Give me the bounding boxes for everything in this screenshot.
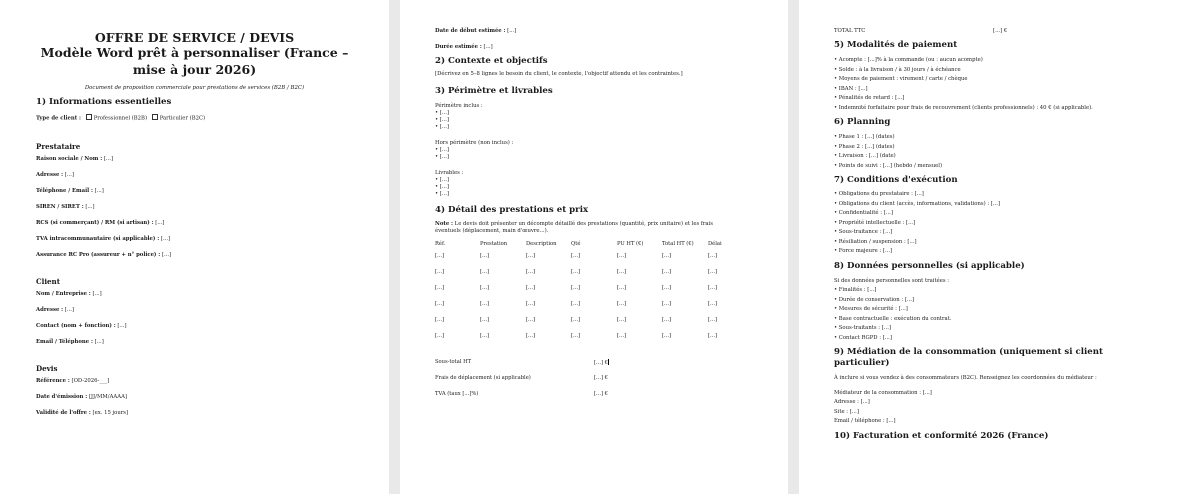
field-value[interactable]: [...] bbox=[94, 338, 104, 345]
list-item: • Phase 2 : [...] (dates) bbox=[834, 143, 895, 150]
list-item: • Contact RGPD : [...] bbox=[834, 334, 892, 341]
devis-fields bbox=[36, 378, 353, 426]
column-header: Description bbox=[526, 241, 557, 247]
client-fields bbox=[36, 291, 353, 355]
field-label: Adresse : bbox=[36, 171, 64, 178]
totals-label: Frais de déplacement (si applicable) bbox=[435, 375, 531, 381]
checkbox-individual-icon[interactable] bbox=[152, 114, 158, 120]
list-item[interactable]: • [...] bbox=[435, 191, 449, 197]
table-cell[interactable]: [...] bbox=[708, 253, 717, 259]
table-cell[interactable]: [...] bbox=[480, 317, 489, 323]
field-value[interactable]: [...] bbox=[155, 219, 165, 226]
field-row bbox=[36, 378, 353, 394]
table-cell[interactable]: [...] bbox=[526, 269, 535, 275]
document-subtitle-line-2: mise à jour 2026) bbox=[132, 61, 257, 77]
field-label: Nom / Entreprise : bbox=[36, 290, 91, 297]
text-cursor bbox=[608, 359, 609, 365]
table-row bbox=[435, 317, 748, 333]
table-cell[interactable]: [...] bbox=[480, 301, 489, 307]
field-value[interactable]: [...] bbox=[85, 203, 95, 210]
table-cell[interactable]: [...] bbox=[617, 301, 626, 307]
totals-label: TVA (taux [...]%) bbox=[435, 391, 479, 397]
list-item: • Force majeure : [...] bbox=[834, 248, 893, 254]
field-row bbox=[36, 394, 353, 410]
field-row bbox=[36, 307, 353, 323]
table-cell[interactable]: [...] bbox=[526, 285, 535, 291]
document-page-1 bbox=[0, 0, 389, 494]
document-subtitle-line-1: Modèle Word prêt à personnaliser (France – bbox=[40, 45, 349, 60]
field-value[interactable]: [...] bbox=[117, 322, 127, 329]
table-cell[interactable]: [...] bbox=[571, 253, 580, 259]
table-cell[interactable]: [...] bbox=[480, 269, 489, 275]
field-label: Email / Téléphone : bbox=[36, 338, 93, 345]
section-5-list bbox=[834, 56, 1158, 113]
list-item[interactable]: • [...] bbox=[435, 184, 449, 190]
client-type-label: Type de client : bbox=[36, 115, 81, 122]
list-item: • Mesures de sécurité : [...] bbox=[834, 306, 908, 312]
table-row bbox=[435, 333, 748, 349]
table-cell[interactable]: [...] bbox=[662, 301, 671, 307]
table-row bbox=[435, 269, 748, 285]
table-cell[interactable]: [...] bbox=[708, 317, 717, 323]
table-cell[interactable]: [...] bbox=[435, 301, 444, 307]
list-item: • Obligations du prestataire : [...] bbox=[834, 191, 924, 197]
table-cell[interactable]: [...] bbox=[708, 333, 717, 339]
table-cell[interactable]: [...] bbox=[617, 285, 626, 291]
list-item: • Résiliation / suspension : [...] bbox=[834, 238, 917, 245]
section-1-heading: 1) Informations essentielles bbox=[36, 97, 172, 107]
field-label: Validité de l'offre : bbox=[36, 409, 91, 416]
list-item: • Base contractuelle : exécution du contrat. bbox=[834, 315, 952, 322]
list-item: • Propriété intellectuelle : [...] bbox=[834, 219, 916, 226]
table-cell[interactable]: [...] bbox=[662, 253, 671, 259]
totals-row bbox=[435, 359, 609, 375]
perimetre-inclus bbox=[435, 103, 753, 131]
field-value[interactable]: [...] bbox=[483, 44, 493, 50]
list-item: • Moyens de paiement : virement / carte / chèque bbox=[834, 76, 968, 82]
field-row bbox=[36, 188, 353, 204]
totals-label: Sous-total HT bbox=[435, 359, 472, 365]
note-label: Note : bbox=[435, 221, 453, 227]
table-cell[interactable]: [...] bbox=[435, 285, 444, 291]
column-header: Délai bbox=[708, 241, 722, 247]
section-10-heading: 10) Facturation et conformité 2026 (France) bbox=[834, 430, 1049, 441]
list-item: • Indemnité forfaitaire pour frais de recouvrement (clients professionnels) : 40 € (si applicable). bbox=[834, 104, 1093, 111]
table-cell[interactable]: [...] bbox=[662, 317, 671, 323]
list-item[interactable]: • [...] bbox=[435, 117, 449, 123]
section-5-heading: 5) Modalités de paiement bbox=[834, 40, 958, 50]
table-cell[interactable]: [...] bbox=[571, 269, 580, 275]
client-type-row bbox=[36, 114, 353, 123]
list-item[interactable]: • [...] bbox=[435, 124, 449, 130]
table-cell[interactable]: [...] bbox=[662, 333, 671, 339]
section-2-heading: 2) Contexte et objectifs bbox=[435, 56, 548, 66]
prestataire-heading: Prestataire bbox=[36, 141, 81, 151]
list-item: • Obligations du client (accès, informations, validations) : [...] bbox=[834, 200, 1000, 207]
field-row bbox=[36, 220, 353, 236]
client-heading: Client bbox=[36, 276, 60, 286]
field-value[interactable]: [ex. 15 jours] bbox=[92, 409, 129, 416]
table-cell[interactable]: [...] bbox=[435, 333, 444, 339]
field-label: RCS (si commerçant) / RM (si artisan) : bbox=[36, 219, 154, 226]
field-label: Référence : bbox=[36, 377, 70, 384]
field-value[interactable]: [...] bbox=[92, 290, 102, 297]
field-label: Assurance RC Pro (assureur + n° police) : bbox=[36, 251, 161, 258]
field-label: Adresse : bbox=[36, 306, 64, 313]
section-4-heading: 4) Détail des prestations et prix bbox=[435, 205, 589, 215]
section-9-heading: 9) Médiation de la consommation (uniquement si client particulier) bbox=[834, 347, 1103, 368]
table-row bbox=[435, 285, 748, 301]
column-header: Total HT (€) bbox=[662, 241, 694, 247]
table-cell[interactable]: [...] bbox=[480, 285, 489, 291]
table-cell[interactable]: [...] bbox=[571, 317, 580, 323]
list-item: • Pénalités de retard : [...] bbox=[834, 95, 905, 101]
field-value[interactable]: [JJ/MM/AAAA] bbox=[88, 393, 127, 400]
totals-value[interactable]: [...] € bbox=[594, 360, 608, 366]
note-line-2: éventuels (déplacement, main d'œuvre...). bbox=[435, 228, 549, 234]
table-cell[interactable]: [...] bbox=[435, 317, 444, 323]
list-item: • Sous-traitance : [...] bbox=[834, 229, 893, 235]
column-header: Prestation bbox=[480, 241, 508, 247]
totals-table bbox=[435, 359, 609, 407]
section-9-intro: À inclure si vous vendez à des consommateurs (B2C). Renseignez les coordonnées du médiateur : bbox=[834, 375, 1097, 381]
list-item: • Phase 1 : [...] (dates) bbox=[834, 134, 895, 140]
field-label: Téléphone / Email : bbox=[36, 187, 93, 194]
field-value[interactable]: [...] bbox=[64, 171, 74, 178]
field-row bbox=[36, 323, 353, 339]
table-cell[interactable]: [...] bbox=[617, 269, 626, 275]
total-ttc-label: TOTAL TTC bbox=[834, 28, 866, 34]
table-cell[interactable]: [...] bbox=[617, 253, 626, 259]
table-cell[interactable]: [...] bbox=[708, 301, 717, 307]
table-cell[interactable]: [...] bbox=[526, 301, 535, 307]
field-label: Date d'émission : bbox=[36, 393, 88, 400]
totals-value[interactable]: [...] € bbox=[594, 391, 608, 397]
field-label: Raison sociale / Nom : bbox=[36, 155, 103, 162]
list-item: Médiateur de la consommation : [...] bbox=[834, 389, 932, 396]
table-row bbox=[435, 301, 748, 317]
list-item: • Durée de conservation : [...] bbox=[834, 296, 915, 303]
field-value[interactable]: [...] bbox=[507, 28, 517, 34]
field-row bbox=[36, 339, 353, 355]
field-label: Durée estimée : bbox=[435, 44, 482, 50]
section-8-list bbox=[834, 277, 1158, 344]
section-7-heading: 7) Conditions d'exécution bbox=[834, 175, 958, 185]
livrables bbox=[435, 170, 753, 198]
table-cell[interactable]: [...] bbox=[526, 253, 535, 259]
field-label: SIREN / SIRET : bbox=[36, 203, 84, 210]
table-cell[interactable]: [...] bbox=[571, 285, 580, 291]
list-item: Site : [...] bbox=[834, 408, 859, 415]
table-cell[interactable]: [...] bbox=[708, 269, 717, 275]
table-header-row bbox=[435, 241, 748, 253]
table-cell[interactable]: [...] bbox=[617, 317, 626, 323]
prestataire-fields bbox=[36, 156, 353, 268]
list-item: • Sous-traitants : [...] bbox=[834, 325, 891, 331]
section-9-list bbox=[834, 389, 1158, 427]
table-cell[interactable]: [...] bbox=[708, 285, 717, 291]
table-cell[interactable]: [...] bbox=[571, 333, 580, 339]
field-label: Date de début estimée : bbox=[435, 28, 506, 34]
table-cell[interactable]: [...] bbox=[526, 333, 535, 339]
totals-value-cell bbox=[594, 359, 609, 375]
table-cell[interactable]: [...] bbox=[480, 333, 489, 339]
section-2-text[interactable]: [Décrivez en 5–8 lignes le besoin du client, le contexte, l'objectif attendu et les contraintes.] bbox=[435, 71, 683, 77]
field-label: Contact (nom + fonction) : bbox=[36, 322, 116, 329]
field-value[interactable]: [OD-2026-___] bbox=[71, 377, 110, 384]
total-ttc-value[interactable]: [...] € bbox=[993, 28, 1008, 34]
list-item[interactable]: • [...] bbox=[435, 147, 449, 153]
field-row bbox=[435, 28, 753, 44]
list-item: • IBAN : [...] bbox=[834, 85, 868, 92]
table-cell[interactable]: [...] bbox=[435, 269, 444, 275]
checkbox-professional-icon[interactable] bbox=[86, 114, 92, 120]
field-value[interactable]: [...] bbox=[94, 187, 104, 194]
table-row bbox=[435, 253, 748, 269]
section-6-list bbox=[834, 133, 1158, 171]
list-item: Email / téléphone : [...] bbox=[834, 418, 896, 424]
section-7-list bbox=[834, 190, 1158, 257]
table-cell[interactable]: [...] bbox=[662, 285, 671, 291]
totals-row bbox=[435, 375, 609, 391]
field-row bbox=[36, 156, 353, 172]
client-type-option-pro: Professionnel (B2B) bbox=[93, 115, 148, 122]
devis-heading: Devis bbox=[36, 363, 58, 373]
list-label: Périmètre inclus : bbox=[435, 103, 483, 109]
table-cell[interactable]: [...] bbox=[662, 269, 671, 275]
list-item: Adresse : [...] bbox=[834, 399, 870, 405]
section-8-intro: Si des données personnelles sont traitées : bbox=[834, 277, 950, 284]
field-row bbox=[36, 291, 353, 307]
list-item[interactable]: • [...] bbox=[435, 154, 449, 160]
table-cell[interactable]: [...] bbox=[526, 317, 535, 323]
column-header: Réf. bbox=[435, 241, 446, 247]
table-cell[interactable]: [...] bbox=[480, 253, 489, 259]
note-text: Le devis doit présenter un décompte détaillé des prestations (quantité, prix unitaire) et les frais bbox=[453, 221, 713, 227]
document-page-2 bbox=[400, 0, 788, 494]
column-header: Qté bbox=[571, 241, 581, 247]
section-3-heading: 3) Périmètre et livrables bbox=[435, 86, 553, 96]
section-8-heading: 8) Données personnelles (si applicable) bbox=[834, 260, 1025, 271]
column-header: PU HT (€) bbox=[617, 241, 644, 247]
field-row bbox=[36, 252, 353, 268]
list-item: • Finalités : [...] bbox=[834, 287, 877, 293]
list-item: • Acompte : [...]% à la commande (ou : aucun acompte) bbox=[834, 57, 983, 63]
list-item: • Points de suivi : [...] (hebdo / mensuel) bbox=[834, 162, 943, 169]
section-6-heading: 6) Planning bbox=[834, 117, 891, 127]
field-row bbox=[435, 44, 753, 56]
field-row bbox=[36, 204, 353, 220]
field-row bbox=[36, 410, 353, 426]
table-cell[interactable]: [...] bbox=[571, 301, 580, 307]
hors-perimetre bbox=[435, 140, 753, 161]
document-tagline: Document de proposition commerciale pour prestations de services (B2B / B2C) bbox=[84, 85, 305, 91]
list-item: • Livraison : [...] (date) bbox=[834, 153, 896, 159]
list-label: Livrables : bbox=[435, 170, 464, 176]
total-ttc-row bbox=[834, 28, 1158, 40]
list-label: Hors périmètre (non inclus) : bbox=[435, 140, 514, 146]
document-page-3 bbox=[799, 0, 1194, 494]
list-item: • Solde : à la livraison / à 30 jours / à échéance bbox=[834, 66, 961, 73]
document-title: OFFRE DE SERVICE / DEVIS bbox=[94, 30, 295, 45]
prestations-table bbox=[435, 241, 748, 349]
table-cell[interactable]: [...] bbox=[435, 253, 444, 259]
list-item[interactable]: • [...] bbox=[435, 110, 449, 116]
totals-value[interactable]: [...] € bbox=[594, 375, 608, 381]
field-row bbox=[36, 172, 353, 188]
totals-row bbox=[435, 391, 609, 407]
note-line-1 bbox=[435, 221, 753, 228]
field-value[interactable]: [...] bbox=[64, 306, 74, 313]
field-value[interactable]: [...] bbox=[161, 251, 172, 258]
field-label: TVA intracommunautaire (si applicable) : bbox=[36, 235, 160, 242]
field-value[interactable]: [...] bbox=[103, 155, 114, 162]
client-type-option-part: Particulier (B2C) bbox=[159, 115, 206, 122]
list-item: • Confidentialité : [...] bbox=[834, 210, 893, 216]
field-row bbox=[36, 236, 353, 252]
table-cell[interactable]: [...] bbox=[617, 333, 626, 339]
list-item[interactable]: • [...] bbox=[435, 177, 449, 183]
field-value[interactable]: [...] bbox=[160, 235, 171, 242]
